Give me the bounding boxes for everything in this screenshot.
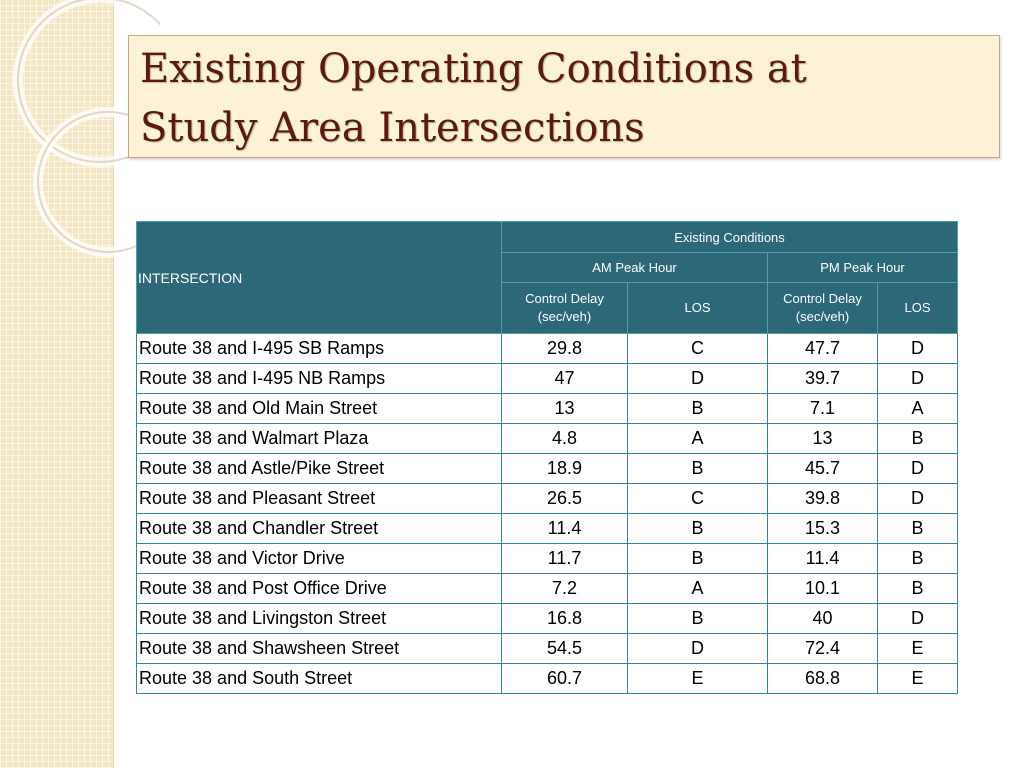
am-delay-cell: 16.8 — [502, 604, 628, 634]
pm-los-cell: D — [878, 334, 958, 364]
decorative-side-strip — [0, 0, 114, 768]
pm-delay-cell: 7.1 — [768, 394, 878, 424]
pm-los-cell: D — [878, 604, 958, 634]
pm-los-cell: B — [878, 424, 958, 454]
intersection-cell: Route 38 and Shawsheen Street — [137, 634, 502, 664]
pm-delay-cell: 72.4 — [768, 634, 878, 664]
pm-los-cell: D — [878, 364, 958, 394]
pm-los-cell: D — [878, 484, 958, 514]
am-delay-cell: 54.5 — [502, 634, 628, 664]
am-delay-cell: 4.8 — [502, 424, 628, 454]
am-delay-cell: 26.5 — [502, 484, 628, 514]
am-los-cell: C — [628, 484, 768, 514]
pm-los-header: LOS — [878, 283, 958, 334]
slide-title: Existing Operating Conditions at Study Area Intersections — [140, 46, 807, 151]
pm-los-cell: E — [878, 664, 958, 694]
pm-control-delay-header: Control Delay (sec/veh) — [768, 283, 878, 334]
intersection-cell: Route 38 and Post Office Drive — [137, 574, 502, 604]
table-row — [137, 664, 958, 694]
intersection-conditions-table — [136, 221, 958, 694]
am-delay-cell: 18.9 — [502, 454, 628, 484]
am-delay-cell: 47 — [502, 364, 628, 394]
pm-delay-cell: 13 — [768, 424, 878, 454]
pm-los-cell: B — [878, 544, 958, 574]
intersection-cell: Route 38 and I-495 SB Ramps — [137, 334, 502, 364]
am-los-cell: C — [628, 334, 768, 364]
am-delay-cell: 7.2 — [502, 574, 628, 604]
am-los-cell: A — [628, 574, 768, 604]
am-los-cell: B — [628, 454, 768, 484]
pm-delay-cell: 47.7 — [768, 334, 878, 364]
pm-peak-header: PM Peak Hour — [768, 253, 958, 283]
table-row — [137, 574, 958, 604]
am-delay-cell: 11.4 — [502, 514, 628, 544]
intersection-header: INTERSECTION — [137, 222, 502, 334]
am-los-cell: A — [628, 424, 768, 454]
am-delay-cell: 13 — [502, 394, 628, 424]
pm-los-cell: B — [878, 514, 958, 544]
am-los-cell: D — [628, 364, 768, 394]
pm-delay-cell: 40 — [768, 604, 878, 634]
existing-conditions-header: Existing Conditions — [502, 222, 958, 253]
intersection-cell: Route 38 and I-495 NB Ramps — [137, 364, 502, 394]
table-row — [137, 544, 958, 574]
pm-delay-cell: 15.3 — [768, 514, 878, 544]
am-los-header: LOS — [628, 283, 768, 334]
am-los-cell: E — [628, 664, 768, 694]
table-row — [137, 484, 958, 514]
pm-delay-cell: 45.7 — [768, 454, 878, 484]
am-control-delay-header: Control Delay (sec/veh) — [502, 283, 628, 334]
am-los-cell: B — [628, 514, 768, 544]
table-row — [137, 514, 958, 544]
intersection-cell: Route 38 and Walmart Plaza — [137, 424, 502, 454]
intersection-cell: Route 38 and Old Main Street — [137, 394, 502, 424]
pm-los-cell: D — [878, 454, 958, 484]
table-row — [137, 424, 958, 454]
intersection-cell: Route 38 and Pleasant Street — [137, 484, 502, 514]
intersection-cell: Route 38 and Astle/Pike Street — [137, 454, 502, 484]
table-row — [137, 454, 958, 484]
intersection-cell: Route 38 and South Street — [137, 664, 502, 694]
intersection-cell: Route 38 and Chandler Street — [137, 514, 502, 544]
pm-delay-cell: 39.7 — [768, 364, 878, 394]
table-row — [137, 364, 958, 394]
table-row — [137, 394, 958, 424]
table-row — [137, 604, 958, 634]
am-los-cell: B — [628, 604, 768, 634]
am-delay-cell: 11.7 — [502, 544, 628, 574]
am-peak-header: AM Peak Hour — [502, 253, 768, 283]
pm-los-cell: B — [878, 574, 958, 604]
intersection-cell: Route 38 and Livingston Street — [137, 604, 502, 634]
am-delay-cell: 29.8 — [502, 334, 628, 364]
pm-delay-cell: 39.8 — [768, 484, 878, 514]
pm-los-cell: E — [878, 634, 958, 664]
pm-los-cell: A — [878, 394, 958, 424]
table-row — [137, 634, 958, 664]
am-los-cell: D — [628, 634, 768, 664]
title-box — [128, 35, 1000, 158]
am-los-cell: B — [628, 394, 768, 424]
pm-delay-cell: 68.8 — [768, 664, 878, 694]
am-los-cell: B — [628, 544, 768, 574]
intersection-cell: Route 38 and Victor Drive — [137, 544, 502, 574]
am-delay-cell: 60.7 — [502, 664, 628, 694]
pm-delay-cell: 10.1 — [768, 574, 878, 604]
pm-delay-cell: 11.4 — [768, 544, 878, 574]
table-row — [137, 334, 958, 364]
